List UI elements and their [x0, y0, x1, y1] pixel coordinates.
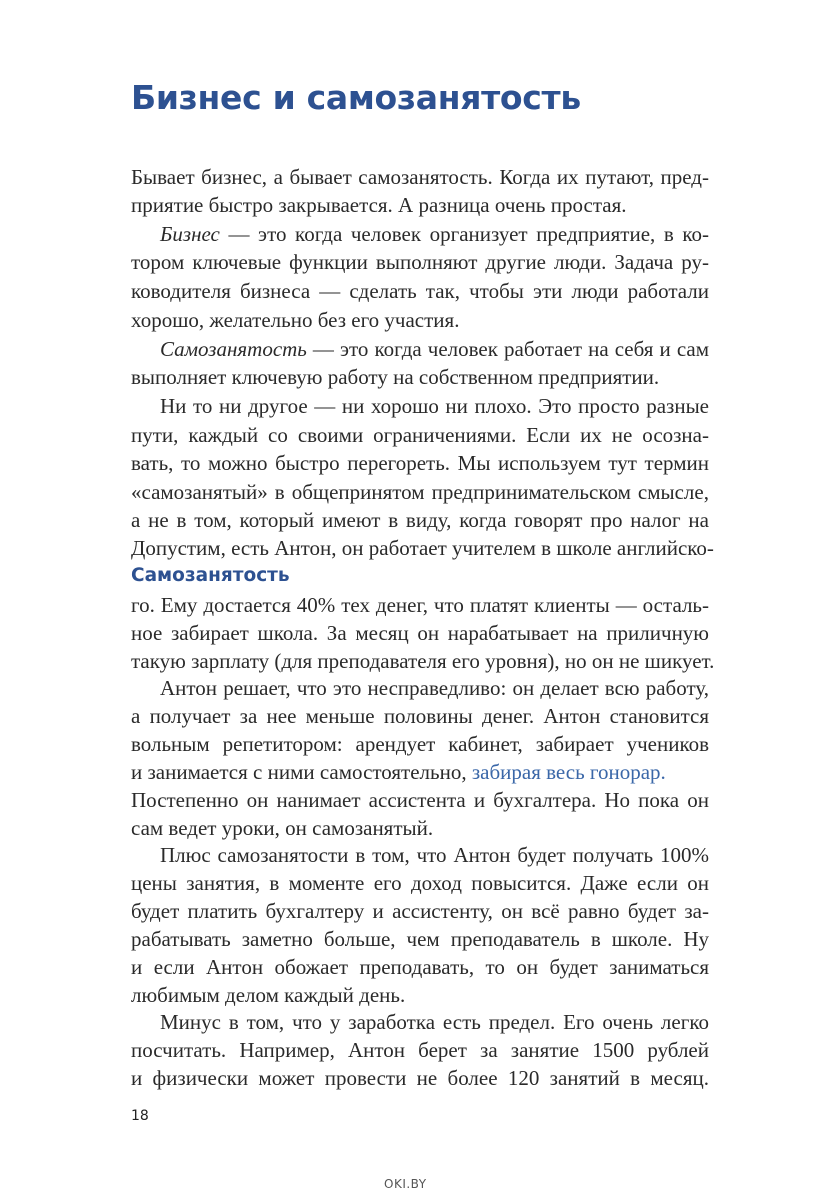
text-line: выполняет ключевую работу на собственном предприятии. — [131, 365, 660, 389]
text-line: Антон решает, что это несправедливо: он делает всю работу, — [160, 676, 709, 700]
text-line: го. Ему достается 40% тех денег, что платят клиенты — осталь- — [131, 593, 709, 617]
page-number: 18 — [131, 1108, 149, 1124]
text-line: Минус в том, что у заработка есть предел. Его очень легко — [160, 1010, 709, 1034]
term-business: Бизнес — [160, 222, 220, 246]
text-line: Плюс самозанятости в том, что Антон будет получать 100% — [160, 843, 709, 867]
text-line: рабатывать заметно больше, чем преподаватель в школе. Ну — [131, 927, 709, 951]
text-line: «самозанятый» в общепринятом предпринимательском смысле, — [131, 480, 709, 504]
term-selfemployment: Самозанятость — [160, 337, 307, 361]
text-line: хорошо, желательно без его участия. — [131, 308, 460, 332]
text-line: Постепенно он нанимает ассистента и бухгалтера. Но пока он — [131, 788, 709, 812]
text-line: и если Антон обожает преподавать, то он будет заниматься — [131, 955, 709, 979]
watermark: OKI.BY — [384, 1177, 427, 1191]
text-line: а не в том, который имеют в виду, когда говорят про налог на — [131, 508, 709, 532]
text-line: Ни то ни другое — ни хорошо ни плохо. Это просто разные — [160, 394, 709, 418]
text-line: а получает за нее меньше половины денег. Антон становится — [131, 704, 709, 728]
text-line: ное забирает школа. За месяц он нарабатывает на приличную — [131, 621, 709, 645]
text-line: сам ведет уроки, он самозанятый. — [131, 816, 434, 840]
text-line: такую зарплату (для преподавателя его уровня), но он не шикует. — [131, 649, 715, 673]
text-line: пути, каждый со своими ограничениями. Если их не осозна- — [131, 423, 709, 447]
text-span: и занимается с ними самостоятельно, — [131, 760, 472, 784]
text-line: Допустим, есть Антон, он работает учителем в школе английско- — [131, 536, 714, 560]
text-line: вать, то можно быстро перегореть. Мы используем тут термин — [131, 451, 709, 475]
text-line: вольным репетитором: арендует кабинет, забирает учеников — [131, 732, 709, 756]
text-line — [131, 757, 709, 787]
text-line: ководителя бизнеса — сделать так, чтобы эти люди работали — [131, 279, 709, 303]
section-heading: Самозанятость — [131, 565, 290, 586]
text-span: — это когда человек работает на себя и сам — [306, 337, 709, 361]
text-line: посчитать. Например, Антон берет за занятие 1500 рублей — [131, 1038, 709, 1062]
text-line: приятие быстро закрывается. А разница очень простая. — [131, 193, 627, 217]
text-line: цены занятия, в моменте его доход повысится. Даже если он — [131, 871, 709, 895]
text-line — [160, 219, 709, 249]
page-title: Бизнес и самозанятость — [131, 78, 581, 117]
text-line: будет платить бухгалтеру и ассистенту, он всё равно будет за- — [131, 899, 709, 923]
text-line: и физически может провести не более 120 занятий в месяц. — [131, 1066, 709, 1090]
text-line — [160, 334, 709, 364]
text-span: — это когда человек организует предприятие, в ко- — [219, 222, 709, 246]
text-line: тором ключевые функции выполняют другие люди. Задача ру- — [131, 250, 709, 274]
highlighted-link-text[interactable]: забирая весь гонорар. — [471, 760, 666, 784]
text-line: Бывает бизнес, а бывает самозанятость. Когда их путают, пред- — [131, 165, 709, 189]
text-line: любимым делом каждый день. — [131, 983, 406, 1007]
